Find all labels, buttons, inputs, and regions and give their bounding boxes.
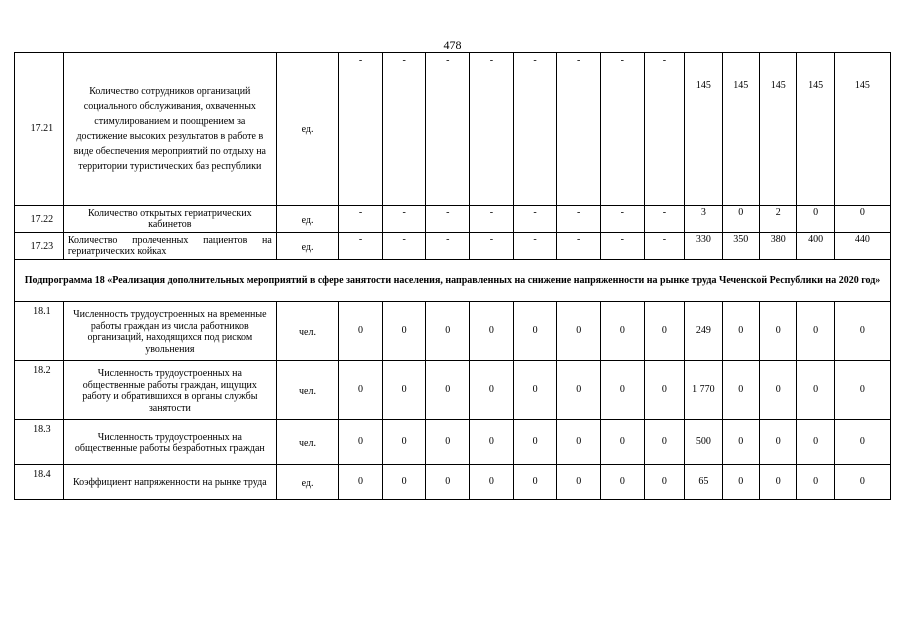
- table-row: [15, 420, 891, 465]
- value-cell: -: [426, 53, 470, 206]
- value-cell: 0: [834, 206, 890, 233]
- table-row: [15, 206, 891, 233]
- value-cell: 0: [601, 465, 645, 500]
- value-cell: 0: [644, 465, 685, 500]
- unit-of-measure: чел.: [276, 361, 338, 420]
- value-cell: 145: [760, 53, 797, 206]
- value-cell: 0: [557, 361, 601, 420]
- table-row: [15, 361, 891, 420]
- value-cell: 65: [685, 465, 722, 500]
- value-cell: 0: [513, 361, 557, 420]
- value-cell: 0: [760, 465, 797, 500]
- value-cell: -: [513, 53, 557, 206]
- value-cell: -: [470, 206, 514, 233]
- indicators-table: [14, 52, 891, 500]
- value-cell: 0: [760, 302, 797, 361]
- value-cell: 0: [760, 420, 797, 465]
- unit-of-measure: ед.: [276, 206, 338, 233]
- value-cell: 249: [685, 302, 722, 361]
- value-cell: 0: [797, 302, 834, 361]
- value-cell: -: [557, 53, 601, 206]
- value-cell: 145: [834, 53, 890, 206]
- value-cell: -: [382, 206, 426, 233]
- value-cell: 0: [601, 302, 645, 361]
- unit-of-measure: чел.: [276, 420, 338, 465]
- value-cell: 0: [797, 206, 834, 233]
- indicator-name: Численность трудоустроенных на общественные работы граждан, ищущих работу и обратившихся в органы службы занятости: [63, 361, 276, 420]
- value-cell: -: [601, 53, 645, 206]
- value-cell: 350: [722, 233, 759, 260]
- value-cell: -: [557, 233, 601, 260]
- value-cell: 330: [685, 233, 722, 260]
- unit-of-measure: ед.: [276, 233, 338, 260]
- value-cell: -: [470, 233, 514, 260]
- value-cell: 0: [601, 420, 645, 465]
- value-cell: 0: [834, 302, 890, 361]
- value-cell: 0: [339, 465, 383, 500]
- value-cell: 0: [426, 302, 470, 361]
- value-cell: 0: [601, 361, 645, 420]
- value-cell: -: [426, 233, 470, 260]
- row-number: 18.2: [15, 361, 64, 420]
- value-cell: -: [426, 206, 470, 233]
- value-cell: 0: [557, 302, 601, 361]
- value-cell: 0: [722, 206, 759, 233]
- value-cell: -: [470, 53, 514, 206]
- value-cell: 145: [722, 53, 759, 206]
- value-cell: 145: [685, 53, 722, 206]
- row-number: 18.4: [15, 465, 64, 500]
- value-cell: 440: [834, 233, 890, 260]
- value-cell: 0: [470, 361, 514, 420]
- value-cell: 0: [513, 420, 557, 465]
- value-cell: 0: [339, 302, 383, 361]
- value-cell: 380: [760, 233, 797, 260]
- indicator-name: Численность трудоустроенных на временные работы граждан из числа работников организаций, находящихся под риском увольнения: [63, 302, 276, 361]
- value-cell: 2: [760, 206, 797, 233]
- value-cell: 0: [470, 420, 514, 465]
- unit-of-measure: чел.: [276, 302, 338, 361]
- value-cell: -: [557, 206, 601, 233]
- value-cell: -: [644, 233, 685, 260]
- value-cell: 0: [797, 361, 834, 420]
- indicator-name: Количество сотрудников организаций социального обслуживания, охваченных стимулированием и поощрением за достижение высоких результатов в работе в виде обеспечения мероприятий по отдыху на территории туристических баз республики: [63, 53, 276, 206]
- value-cell: -: [644, 206, 685, 233]
- page-number: 478: [443, 38, 462, 52]
- value-cell: 0: [513, 302, 557, 361]
- indicator-name: Количество пролеченных пациентов на гериатрических койках: [63, 233, 276, 260]
- row-number: 17.23: [15, 233, 64, 260]
- value-cell: 0: [470, 302, 514, 361]
- value-cell: 0: [722, 302, 759, 361]
- indicator-name: Численность трудоустроенных на общественные работы безработных граждан: [63, 420, 276, 465]
- value-cell: 0: [644, 302, 685, 361]
- value-cell: -: [382, 233, 426, 260]
- unit-of-measure: ед.: [276, 53, 338, 206]
- value-cell: 0: [513, 465, 557, 500]
- subprogram-title: Подпрограмма 18 «Реализация дополнительных мероприятий в сфере занятости населения, направленных на снижение напряженности на рынке труда Чеченской Республики на 2020 год»: [15, 260, 891, 302]
- value-cell: 0: [382, 465, 426, 500]
- value-cell: 0: [797, 465, 834, 500]
- value-cell: -: [513, 233, 557, 260]
- value-cell: 0: [470, 465, 514, 500]
- value-cell: 0: [426, 420, 470, 465]
- value-cell: 0: [644, 361, 685, 420]
- table-row: [15, 465, 891, 500]
- value-cell: -: [382, 53, 426, 206]
- value-cell: 0: [339, 361, 383, 420]
- value-cell: 0: [834, 420, 890, 465]
- row-number: 18.1: [15, 302, 64, 361]
- value-cell: 0: [382, 302, 426, 361]
- row-number: 18.3: [15, 420, 64, 465]
- table-row: [15, 302, 891, 361]
- value-cell: 0: [760, 361, 797, 420]
- value-cell: 0: [382, 361, 426, 420]
- value-cell: 0: [722, 465, 759, 500]
- value-cell: 145: [797, 53, 834, 206]
- row-number: 17.22: [15, 206, 64, 233]
- value-cell: 3: [685, 206, 722, 233]
- subprogram-header-row: [15, 260, 891, 302]
- value-cell: 1 770: [685, 361, 722, 420]
- value-cell: 0: [722, 420, 759, 465]
- value-cell: -: [601, 233, 645, 260]
- value-cell: 0: [834, 361, 890, 420]
- value-cell: -: [339, 233, 383, 260]
- row-number: 17.21: [15, 53, 64, 206]
- value-cell: 0: [722, 361, 759, 420]
- value-cell: 0: [557, 465, 601, 500]
- value-cell: 0: [834, 465, 890, 500]
- indicator-name: Количество открытых гериатрических кабинетов: [63, 206, 276, 233]
- value-cell: -: [513, 206, 557, 233]
- table-row: [15, 233, 891, 260]
- value-cell: 0: [426, 465, 470, 500]
- value-cell: 0: [644, 420, 685, 465]
- value-cell: 0: [426, 361, 470, 420]
- table-row: [15, 53, 891, 206]
- unit-of-measure: ед.: [276, 465, 338, 500]
- value-cell: 0: [382, 420, 426, 465]
- value-cell: 0: [797, 420, 834, 465]
- indicator-name: Коэффициент напряженности на рынке труда: [63, 465, 276, 500]
- value-cell: -: [601, 206, 645, 233]
- value-cell: 0: [557, 420, 601, 465]
- value-cell: -: [339, 53, 383, 206]
- value-cell: 500: [685, 420, 722, 465]
- value-cell: -: [339, 206, 383, 233]
- value-cell: 0: [339, 420, 383, 465]
- value-cell: -: [644, 53, 685, 206]
- value-cell: 400: [797, 233, 834, 260]
